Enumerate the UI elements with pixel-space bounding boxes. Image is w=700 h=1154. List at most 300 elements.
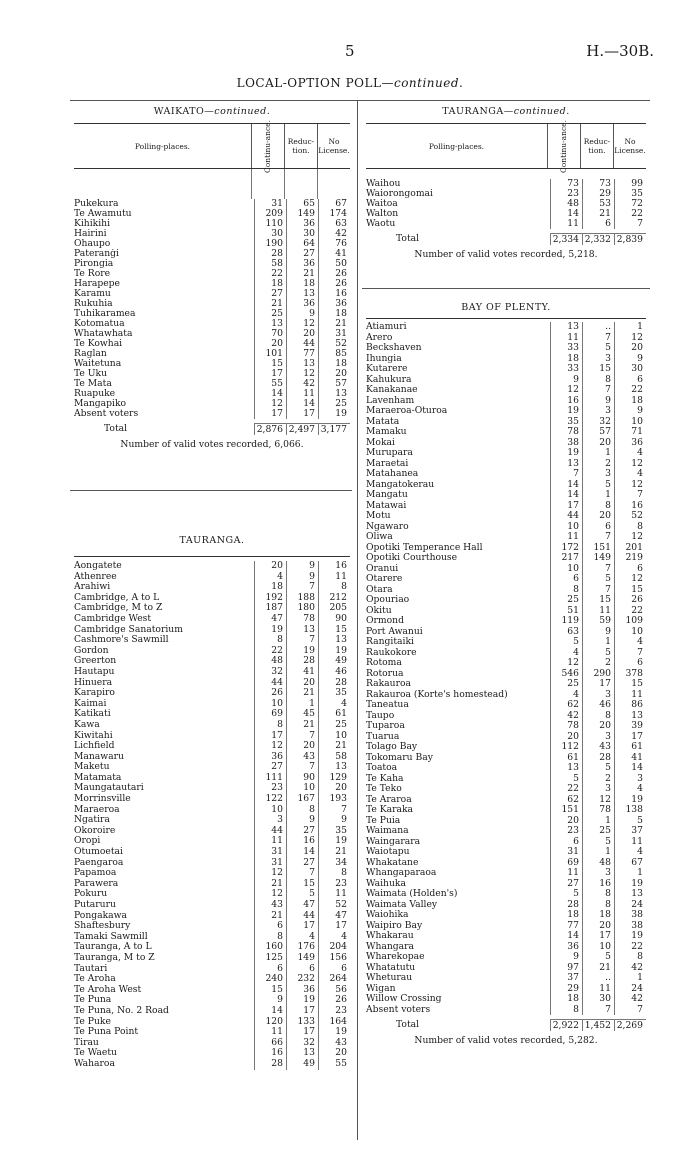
continuance-value: 6 bbox=[550, 574, 582, 585]
reduction-value: 18 bbox=[286, 279, 318, 289]
reduction-value: 11 bbox=[286, 389, 318, 399]
table-row bbox=[366, 879, 646, 890]
continuance-value: 7 bbox=[550, 469, 582, 480]
no-license-value: 35 bbox=[318, 826, 350, 837]
reduction-value: 17 bbox=[286, 409, 318, 419]
continuance-value: 62 bbox=[550, 795, 582, 806]
no-license-value: 61 bbox=[318, 709, 350, 720]
no-license-value: 42 bbox=[614, 994, 646, 1005]
continuance-value: 21 bbox=[254, 911, 286, 922]
reduction-value: 2 bbox=[582, 774, 614, 785]
polling-place-name: Tolago Bay bbox=[366, 742, 418, 752]
reduction-value: 8 bbox=[582, 900, 614, 911]
table-row bbox=[366, 511, 646, 522]
polling-place-name: Arahiwi bbox=[74, 582, 111, 593]
continuance-value: 31 bbox=[254, 199, 286, 209]
continuance-value: 151 bbox=[550, 805, 582, 816]
no-license-value: 76 bbox=[318, 239, 350, 249]
table-row bbox=[366, 679, 646, 690]
polling-place-name: Te Puna bbox=[74, 995, 112, 1006]
table-row bbox=[366, 805, 646, 816]
polling-place-name: Matamata bbox=[74, 772, 122, 783]
reduction-value: 78 bbox=[286, 614, 318, 625]
polling-place-name: Kawa bbox=[74, 719, 100, 730]
continuance-value: 11 bbox=[550, 333, 582, 344]
polling-place-name: Mangapiko bbox=[74, 399, 127, 409]
table-row bbox=[366, 847, 646, 858]
reduction-value: 2 bbox=[582, 658, 614, 669]
reduction-value: 49 bbox=[286, 1059, 318, 1070]
reduction-value: 19 bbox=[286, 995, 318, 1006]
reduction-value: 11 bbox=[582, 606, 614, 617]
no-license-value: 52 bbox=[614, 511, 646, 522]
no-license-value: 1 bbox=[614, 868, 646, 879]
table-row bbox=[366, 396, 646, 407]
no-license-value: 1 bbox=[614, 973, 646, 984]
continuance-value: 27 bbox=[550, 879, 582, 890]
polling-place-name: Te Kaha bbox=[366, 773, 404, 784]
continuance-value: 27 bbox=[254, 762, 286, 773]
continuance-value: 14 bbox=[550, 480, 582, 491]
document-reference: H.—30B. bbox=[586, 42, 654, 60]
no-license-value: 10 bbox=[614, 627, 646, 638]
no-license-value: 6 bbox=[614, 375, 646, 386]
polling-place-name: Ihungia bbox=[366, 353, 402, 364]
polling-place-name: Te Mata bbox=[74, 379, 112, 389]
reduction-value: 11 bbox=[582, 984, 614, 995]
no-license-value: 212 bbox=[318, 593, 350, 604]
table-row bbox=[366, 637, 646, 648]
reduction-value: 17 bbox=[286, 1027, 318, 1038]
waikato-heading: WAIKATO—continued. bbox=[153, 106, 271, 117]
reduction-value: 43 bbox=[582, 742, 614, 753]
no-license-value: 38 bbox=[614, 910, 646, 921]
table-row bbox=[366, 700, 646, 711]
continuance-value: 187 bbox=[254, 603, 286, 614]
reduction-value: 151 bbox=[582, 543, 614, 554]
bay-of-plenty-valid-votes: Number of valid votes recorded, 5,282. bbox=[414, 1035, 598, 1046]
no-license-value: 38 bbox=[614, 921, 646, 932]
reduction-value: 9 bbox=[286, 309, 318, 319]
continuance-value: 8 bbox=[550, 1005, 582, 1016]
no-license-value: 35 bbox=[614, 189, 646, 199]
polling-place-name: Tuhikaramea bbox=[74, 309, 136, 319]
no-license-value: 10 bbox=[614, 417, 646, 428]
reduction-value: 5 bbox=[582, 648, 614, 659]
waikato-rows bbox=[74, 199, 350, 419]
no-license-value: 4 bbox=[318, 932, 350, 943]
continuance-value: 119 bbox=[550, 616, 582, 627]
reduction-value: 9 bbox=[286, 815, 318, 826]
polling-place-name: Te Puke bbox=[74, 1016, 111, 1027]
continuance-value: 192 bbox=[254, 593, 286, 604]
reduction-value: 21 bbox=[286, 720, 318, 731]
reduction-header: Reduc-tion. bbox=[284, 124, 317, 168]
continuance-value: 14 bbox=[254, 1006, 286, 1017]
polling-place-name: Harapepe bbox=[74, 279, 120, 289]
polling-place-name: Whakatane bbox=[366, 857, 419, 868]
continuance-value: 18 bbox=[550, 994, 582, 1005]
table-row bbox=[366, 375, 646, 386]
polling-place-name: Walton bbox=[366, 209, 399, 219]
no-license-value: 19 bbox=[318, 1027, 350, 1038]
no-license-value: 21 bbox=[318, 847, 350, 858]
no-license-value: 18 bbox=[318, 359, 350, 369]
polling-place-name: Te Awamutu bbox=[74, 209, 132, 219]
polling-place-name: Okitu bbox=[366, 605, 392, 616]
polling-place-name: Matata bbox=[366, 416, 400, 427]
continuance-value: 38 bbox=[550, 438, 582, 449]
no-license-value: 90 bbox=[318, 614, 350, 625]
reduction-value: 232 bbox=[286, 974, 318, 985]
polling-place-name: Cambridge, A to L bbox=[74, 592, 160, 603]
reduction-value: 1 bbox=[582, 847, 614, 858]
no-license-value: 7 bbox=[614, 219, 646, 229]
continuance-value: 42 bbox=[550, 711, 582, 722]
table-row bbox=[74, 667, 350, 678]
no-license-value: 11 bbox=[318, 572, 350, 583]
no-license-value: 219 bbox=[614, 553, 646, 564]
reduction-value: 10 bbox=[582, 942, 614, 953]
polling-place-name: Kahukura bbox=[366, 374, 412, 385]
polling-place-name: Waitoa bbox=[366, 199, 398, 209]
polling-place-name: Taupo bbox=[366, 710, 395, 721]
table-row bbox=[366, 910, 646, 921]
section-rule bbox=[362, 288, 650, 289]
continuance-value: 47 bbox=[254, 614, 286, 625]
no-license-value: 36 bbox=[614, 438, 646, 449]
continuance-value: 78 bbox=[550, 427, 582, 438]
continuance-value: 44 bbox=[550, 511, 582, 522]
polling-place-name: Maketu bbox=[74, 762, 110, 773]
reduction-value: 5 bbox=[582, 952, 614, 963]
no-license-value: 67 bbox=[614, 858, 646, 869]
reduction-value: 9 bbox=[582, 627, 614, 638]
reduction-value: 7 bbox=[286, 731, 318, 742]
polling-place-name: Te Puna Point bbox=[74, 1027, 139, 1038]
reduction-value: 44 bbox=[286, 339, 318, 349]
reduction-value: 59 bbox=[582, 616, 614, 627]
reduction-value: 7 bbox=[582, 564, 614, 575]
no-license-value: 57 bbox=[318, 379, 350, 389]
table-row bbox=[366, 595, 646, 606]
polling-place-name: Beckshaven bbox=[366, 343, 422, 353]
polling-place-name: Rotorua bbox=[366, 668, 404, 679]
polling-place-name: Raukokore bbox=[366, 647, 417, 658]
tauranga-continued-heading: TAURANGA—continued. bbox=[442, 106, 570, 117]
polling-place-name: Te Waetu bbox=[74, 1048, 117, 1059]
no-license-value: 164 bbox=[318, 1017, 350, 1028]
polling-place-name: Te Puna, No. 2 Road bbox=[74, 1005, 169, 1016]
continuance-value: 8 bbox=[254, 635, 286, 646]
continuance-value: 17 bbox=[254, 409, 286, 419]
reduction-value: 13 bbox=[286, 359, 318, 369]
table-row bbox=[366, 627, 646, 638]
table-row bbox=[366, 574, 646, 585]
polling-place-name: Manawaru bbox=[74, 751, 124, 762]
continuance-value: 209 bbox=[254, 209, 286, 219]
reduction-value: 5 bbox=[286, 889, 318, 900]
continuance-value: 23 bbox=[550, 826, 582, 837]
no-license-value: 109 bbox=[614, 616, 646, 627]
polling-place-name: Waotu bbox=[366, 219, 396, 229]
table-row bbox=[366, 616, 646, 627]
polling-place-name: Te Aroha West bbox=[74, 984, 142, 995]
continuance-value: 122 bbox=[254, 794, 286, 805]
reduction-value: 14 bbox=[286, 399, 318, 409]
continuance-value: 9 bbox=[254, 995, 286, 1006]
reduction-value: 4 bbox=[286, 932, 318, 943]
polling-place-name: Karamu bbox=[74, 289, 111, 299]
polling-place-name: Te Karaka bbox=[366, 805, 414, 815]
polling-place-name: Maungatautari bbox=[74, 783, 144, 794]
reduction-value: 17 bbox=[286, 1006, 318, 1017]
no-license-value: 16 bbox=[614, 501, 646, 512]
no-license-value: 13 bbox=[614, 889, 646, 900]
reduction-value: 7 bbox=[582, 1005, 614, 1016]
polling-place-name: Whakarau bbox=[366, 931, 414, 941]
no-license-value: 138 bbox=[614, 805, 646, 816]
continuance-value: 190 bbox=[254, 239, 286, 249]
reduction-value: 42 bbox=[286, 379, 318, 389]
no-license-value: 6 bbox=[614, 564, 646, 575]
polling-place-name: Whangara bbox=[366, 941, 414, 952]
continuance-value: 8 bbox=[550, 585, 582, 596]
polling-place-name: Matawai bbox=[366, 500, 407, 511]
reduction-value: 19 bbox=[286, 646, 318, 657]
continuance-value: 17 bbox=[254, 369, 286, 379]
continuance-value: 8 bbox=[254, 932, 286, 943]
continuance-value: 110 bbox=[254, 219, 286, 229]
reduction-value: 9 bbox=[286, 572, 318, 583]
no-license-value: 17 bbox=[318, 921, 350, 932]
table-row bbox=[366, 469, 646, 480]
continuance-value: 18 bbox=[254, 582, 286, 593]
continuance-value: 66 bbox=[254, 1038, 286, 1049]
polling-place-name: Hairini bbox=[74, 229, 107, 239]
polling-place-name: Willow Crossing bbox=[366, 994, 442, 1004]
polling-place-name: Ngawaro bbox=[366, 521, 409, 532]
reduction-value: 12 bbox=[286, 369, 318, 379]
polling-place-name: Paengaroa bbox=[74, 857, 124, 868]
polling-place-name: Toatoa bbox=[366, 763, 398, 773]
table-row bbox=[366, 952, 646, 963]
continuance-value: 26 bbox=[254, 688, 286, 699]
continuance-value: 19 bbox=[254, 625, 286, 636]
table-row bbox=[366, 994, 646, 1005]
continuance-header: Continu-ance. bbox=[251, 124, 284, 168]
continuance-value: 33 bbox=[550, 364, 582, 375]
no-license-value: 20 bbox=[614, 343, 646, 354]
polling-place-name: Otarere bbox=[366, 574, 403, 584]
continuance-value: 28 bbox=[550, 900, 582, 911]
no-license-value: 12 bbox=[614, 532, 646, 543]
table-row bbox=[366, 742, 646, 753]
polling-place-name: Pongakawa bbox=[74, 910, 128, 921]
no-license-header: No License. bbox=[317, 124, 350, 168]
polling-place-name: Maraetai bbox=[366, 458, 409, 469]
polling-place-name: Opouriao bbox=[366, 595, 410, 605]
no-license-value: 58 bbox=[318, 752, 350, 763]
no-license-value: 20 bbox=[318, 783, 350, 794]
reduction-value: 73 bbox=[582, 179, 614, 189]
continuance-value: 16 bbox=[254, 1048, 286, 1059]
polling-place-name: Katikati bbox=[74, 709, 111, 720]
reduction-value: 5 bbox=[582, 343, 614, 354]
no-license-value: 21 bbox=[318, 319, 350, 329]
reduction-value: 28 bbox=[582, 753, 614, 764]
continuance-value: 15 bbox=[254, 985, 286, 996]
reduction-value: 1 bbox=[286, 699, 318, 710]
table-row bbox=[366, 219, 646, 229]
continuance-value: 23 bbox=[550, 189, 582, 199]
no-license-value: 13 bbox=[318, 389, 350, 399]
continuance-value: 44 bbox=[254, 678, 286, 689]
polling-place-name: Morrinsville bbox=[74, 794, 131, 805]
reduction-value: 8 bbox=[582, 501, 614, 512]
continuance-value: 9 bbox=[550, 952, 582, 963]
no-license-value: 19 bbox=[614, 931, 646, 942]
polling-place-name: Rakauroa (Korte's homestead) bbox=[366, 689, 508, 700]
continuance-value: 18 bbox=[254, 279, 286, 289]
reduction-value: 20 bbox=[582, 921, 614, 932]
polling-place-name: Mamaku bbox=[366, 427, 407, 437]
reduction-value: 5 bbox=[582, 480, 614, 491]
no-license-value: 31 bbox=[318, 329, 350, 339]
reduction-value: 5 bbox=[582, 837, 614, 848]
continuance-value: 51 bbox=[550, 606, 582, 617]
reduction-value: 290 bbox=[582, 669, 614, 680]
no-license-value: 264 bbox=[318, 974, 350, 985]
polling-place-name: Arero bbox=[366, 332, 393, 343]
table-row bbox=[74, 900, 350, 911]
continuance-value: 31 bbox=[550, 847, 582, 858]
no-license-value: 23 bbox=[318, 1006, 350, 1017]
reduction-value: 13 bbox=[286, 625, 318, 636]
reduction-value: 43 bbox=[286, 752, 318, 763]
polling-place-name: Waimata Valley bbox=[366, 899, 438, 910]
table-row bbox=[366, 532, 646, 543]
continuance-value: 120 bbox=[254, 1017, 286, 1028]
tauranga-heading: TAURANGA. bbox=[179, 535, 245, 546]
reduction-value: 27 bbox=[286, 826, 318, 837]
tauranga-section bbox=[74, 535, 350, 1070]
no-license-value: 12 bbox=[614, 459, 646, 470]
no-license-value: 11 bbox=[318, 889, 350, 900]
table-row bbox=[366, 858, 646, 869]
reduction-value: 65 bbox=[286, 199, 318, 209]
reduction-value: 27 bbox=[286, 858, 318, 869]
no-license-value: 6 bbox=[614, 658, 646, 669]
reduction-value: 32 bbox=[286, 1038, 318, 1049]
no-license-value: 71 bbox=[614, 427, 646, 438]
reduction-value: 1 bbox=[582, 490, 614, 501]
reduction-value: 20 bbox=[582, 511, 614, 522]
reduction-value: 8 bbox=[286, 805, 318, 816]
continuance-value: 546 bbox=[550, 669, 582, 680]
continuance-value: 20 bbox=[550, 732, 582, 743]
bay-of-plenty-rows bbox=[366, 322, 646, 1015]
reduction-value: 36 bbox=[286, 299, 318, 309]
table-row bbox=[74, 720, 350, 731]
no-license-value: 56 bbox=[318, 985, 350, 996]
continuance-value: 3 bbox=[254, 815, 286, 826]
polling-place-name: Raglan bbox=[74, 349, 107, 359]
reduction-value: 149 bbox=[582, 553, 614, 564]
polling-place-name: Okoroire bbox=[74, 825, 116, 836]
polling-place-name: Mangatu bbox=[366, 490, 408, 500]
reduction-value: 10 bbox=[286, 783, 318, 794]
polling-place-name: Wigan bbox=[366, 983, 396, 994]
polling-place-name: Ohaupo bbox=[74, 239, 111, 249]
continuance-value: 31 bbox=[254, 858, 286, 869]
reduction-value: 5 bbox=[582, 763, 614, 774]
no-license-value: 11 bbox=[614, 837, 646, 848]
table-row bbox=[366, 406, 646, 417]
reduction-value: 176 bbox=[286, 942, 318, 953]
no-license-value: 16 bbox=[318, 289, 350, 299]
table-row bbox=[366, 564, 646, 575]
continuance-value: 6 bbox=[254, 921, 286, 932]
no-license-value: 23 bbox=[318, 879, 350, 890]
no-license-value: 18 bbox=[614, 396, 646, 407]
continuance-value: 12 bbox=[550, 385, 582, 396]
no-license-value: 378 bbox=[614, 669, 646, 680]
table-row bbox=[366, 427, 646, 438]
section-rule bbox=[70, 490, 352, 491]
no-license-value: 67 bbox=[318, 199, 350, 209]
no-license-value: 34 bbox=[318, 858, 350, 869]
polling-place-name: Cambridge Sanatorium bbox=[74, 624, 183, 635]
table-row bbox=[366, 763, 646, 774]
continuance-value: 30 bbox=[254, 229, 286, 239]
reduction-value: 6 bbox=[582, 219, 614, 229]
continuance-value: 62 bbox=[550, 700, 582, 711]
polling-place-name: Whangaparaoa bbox=[366, 868, 437, 878]
reduction-value: .. bbox=[582, 973, 614, 984]
reduction-value: 64 bbox=[286, 239, 318, 249]
continuance-value: 112 bbox=[550, 742, 582, 753]
reduction-value: 36 bbox=[286, 259, 318, 269]
continuance-value: 14 bbox=[550, 490, 582, 501]
continuance-value: 14 bbox=[254, 389, 286, 399]
continuance-value: 36 bbox=[550, 942, 582, 953]
no-license-value: 12 bbox=[614, 480, 646, 491]
reduction-value: 30 bbox=[286, 229, 318, 239]
polling-place-name: Ngatira bbox=[74, 815, 110, 826]
no-license-value: 50 bbox=[318, 259, 350, 269]
no-license-value: 26 bbox=[614, 595, 646, 606]
reduction-value: 149 bbox=[286, 209, 318, 219]
continuance-value: 5 bbox=[550, 774, 582, 785]
no-license-value: 4 bbox=[614, 469, 646, 480]
continuance-value: 36 bbox=[254, 752, 286, 763]
no-license-value: 15 bbox=[614, 679, 646, 690]
bay-of-plenty-heading: BAY OF PLENTY. bbox=[461, 302, 551, 313]
no-license-value: 129 bbox=[318, 773, 350, 784]
continuance-value: 111 bbox=[254, 773, 286, 784]
reduction-value: 27 bbox=[286, 249, 318, 259]
table-row bbox=[366, 333, 646, 344]
polling-place-name: Hautapu bbox=[74, 666, 115, 677]
no-license-value: 7 bbox=[614, 490, 646, 501]
reduction-value: 7 bbox=[286, 582, 318, 593]
no-license-value: 63 bbox=[318, 219, 350, 229]
table-header: Polling-places. Continu-ance. Reduc-tion. No License. bbox=[366, 123, 646, 169]
reduction-value: 12 bbox=[286, 319, 318, 329]
reduction-value: 1 bbox=[582, 448, 614, 459]
polling-place-name: Tuparoa bbox=[366, 721, 405, 731]
